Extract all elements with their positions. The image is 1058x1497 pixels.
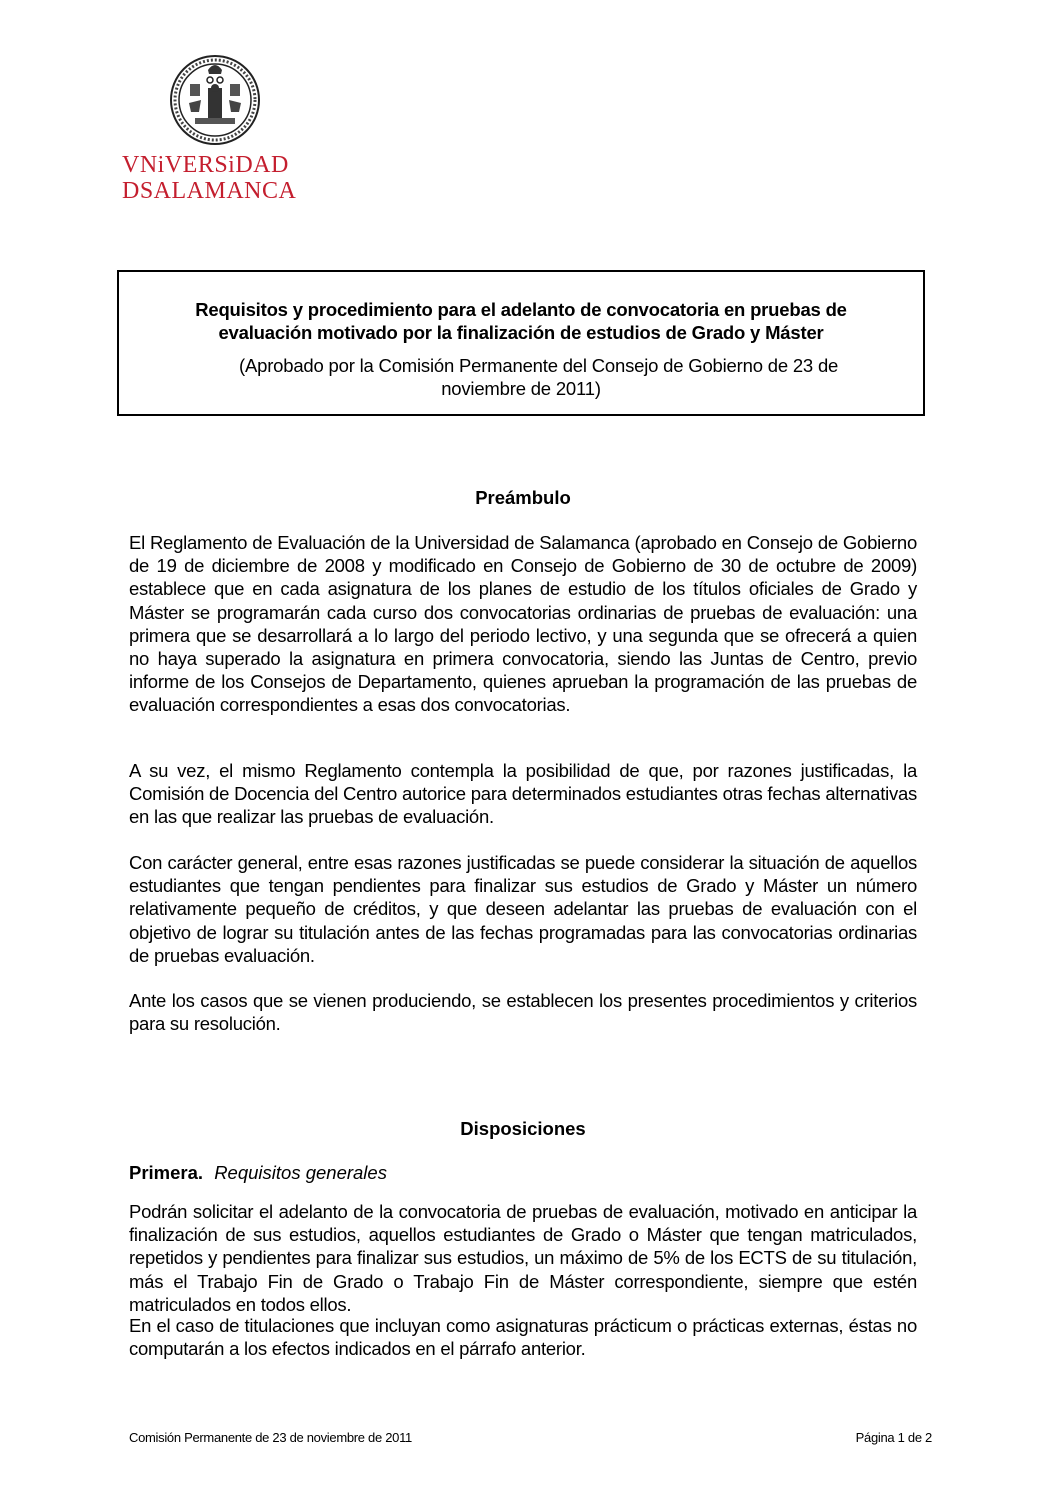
approval-note bbox=[119, 354, 923, 400]
dispositions-heading: Disposiciones bbox=[460, 1118, 586, 1139]
first-disposition-title: Requisitos generales bbox=[214, 1162, 387, 1183]
first-disposition-heading bbox=[129, 1161, 387, 1184]
university-seal-icon bbox=[165, 48, 265, 148]
preamble-paragraph-1: El Reglamento de Evaluación de la Universidad de Salamanca (aprobado en Consejo de Gobierno de 19 de diciembre de 2008 y modificado en Consejo de Gobierno de 30 de octubre de 2009) establece que en cada asignatura de los planes de estudio de los títulos oficiales de Grado y Máster se programarán cada curso dos convocatorias ordinarias de pruebas de evaluación: una primera que se desarrollará a lo largo del periodo lectivo, y una segunda que se ofrecerá a quien no haya superado la asignatura en primera convocatoria, siendo las Juntas de Centro, previo informe de los Consejos de Departamento, quienes aprueban la programación de las pruebas de evaluación correspondientes a esas dos convocatorias. bbox=[129, 532, 917, 716]
preamble-paragraph-4: Ante los casos que se vienen produciendo, se establecen los presentes procedimientos y criterios para su resolución. bbox=[129, 990, 917, 1035]
wordmark-line2: DSALAMANCA bbox=[122, 178, 297, 204]
page-footer bbox=[129, 1430, 932, 1446]
university-wordmark bbox=[122, 152, 296, 204]
approval-line-2: noviembre de 2011) bbox=[441, 378, 601, 399]
preamble-paragraph-2: A su vez, el mismo Reglamento contempla la posibilidad de que, por razones justificadas, la Comisión de Docencia del Centro autorice para determinados estudiantes otras fechas alternativas en las que realizar las pruebas de evaluación. bbox=[129, 760, 917, 828]
title-line-1: Requisitos y procedimiento para el adelanto de convocatoria en pruebas de bbox=[195, 299, 847, 320]
title-line-2: evaluación motivado por la finalización de estudios de Grado y Máster bbox=[218, 322, 824, 343]
first-disposition-paragraph-1: Podrán solicitar el adelanto de la convocatoria de pruebas de evaluación, motivado en anticipar la finalización de sus estudios, aquellos estudiantes de Grado o Máster que tengan matriculados, repetidos y pendientes para finalizar sus estudios, un máximo de 5% de los ECTS de su titulación, más el Trabajo Fin de Grado o Trabajo Fin de Máster correspondiente, siempre que estén matriculados en todos ellos. bbox=[129, 1201, 917, 1315]
preamble-paragraph-3: Con carácter general, entre esas razones justificadas se puede considerar la situación de aquellos estudiantes que tengan pendientes para finalizar sus estudios de Grado y Máster un número relativamente pequeño de créditos, y que deseen adelantar las pruebas de evaluación con el objetivo de lograr su titulación antes de las fechas programadas para las convocatorias ordinarias de pruebas evaluación. bbox=[129, 852, 917, 966]
document-title bbox=[119, 298, 923, 344]
footer-committee-date: Comisión Permanente de 23 de noviembre de 2011 bbox=[129, 1430, 412, 1445]
approval-line-1: (Aprobado por la Comisión Permanente del Consejo de Gobierno de 23 de bbox=[239, 355, 839, 376]
first-disposition-paragraph-2: En el caso de titulaciones que incluyan como asignaturas prácticum o prácticas externas, éstas no computarán a los efectos indicados en el párrafo anterior. bbox=[129, 1315, 917, 1360]
page-number: Página 1 de 2 bbox=[855, 1430, 932, 1445]
university-logo bbox=[120, 40, 297, 210]
preamble-heading: Preámbulo bbox=[475, 487, 571, 508]
first-disposition-label: Primera. bbox=[129, 1162, 204, 1183]
wordmark-line1: VNiVERSiDAD bbox=[122, 152, 289, 178]
document-title-box bbox=[117, 270, 925, 416]
